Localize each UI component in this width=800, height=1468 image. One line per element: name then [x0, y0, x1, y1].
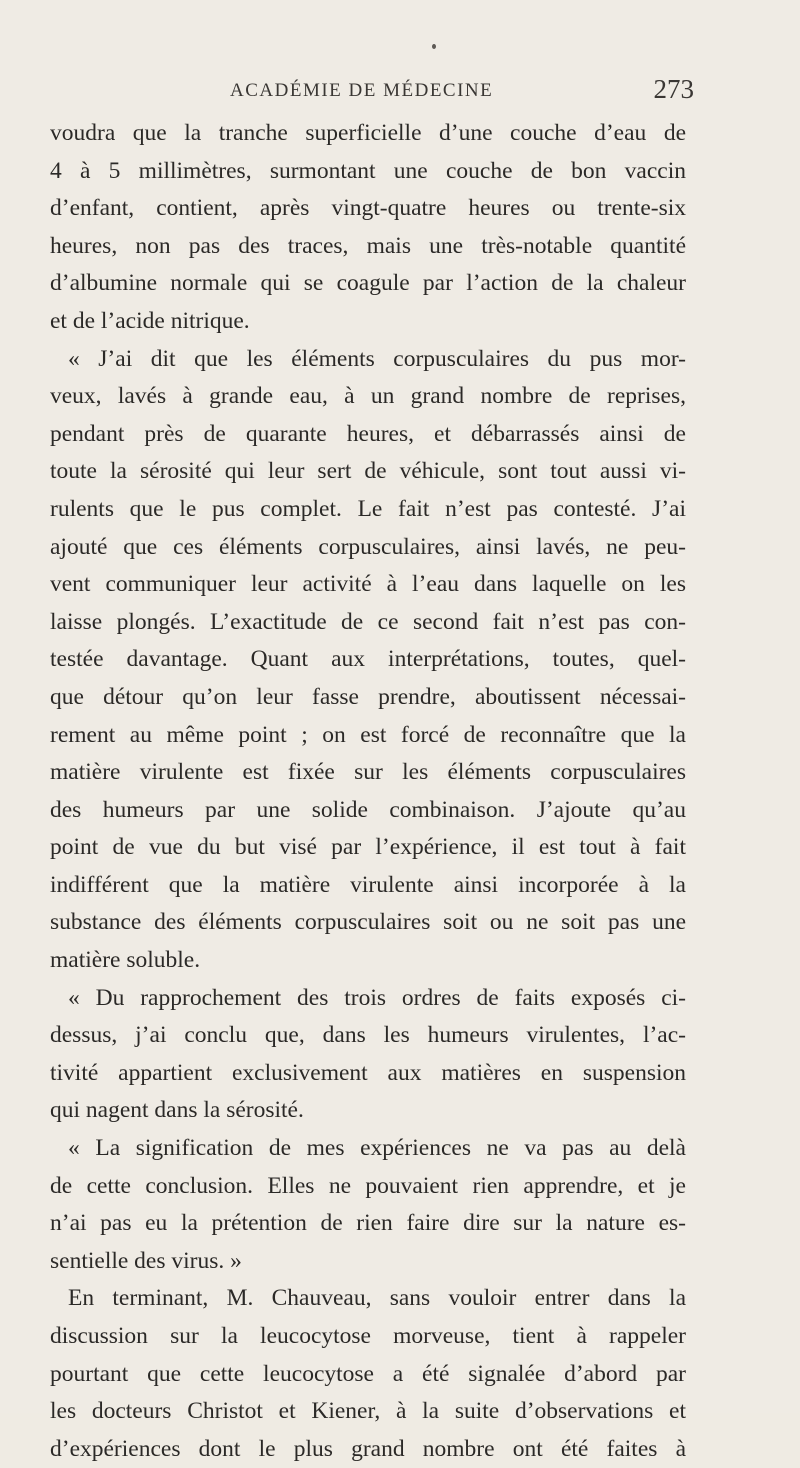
text-line: indifférent que la matière virulente ainsi incorporée à la	[50, 871, 686, 898]
text-line: testée davantage. Quant aux interprétations, toutes, quel-	[50, 646, 686, 673]
text-line: discussion sur la leucocytose morveuse, tient à rappeler	[50, 1323, 686, 1349]
text-line: 4 à 5 millimètres, surmontant une couche de bon vaccin	[50, 157, 686, 184]
text-line: heures, non pas des traces, mais une très-notable quantité	[50, 232, 686, 259]
text-line: « J’ai dit que les éléments corpusculaires du pus mor-	[68, 345, 686, 372]
text-line: dessus, j’ai conclu que, dans les humeurs virulentes, l’ac-	[50, 1022, 686, 1049]
text-line: que détour qu’on leur fasse prendre, aboutissent nécessai-	[50, 683, 686, 710]
page-number: 273	[653, 74, 694, 104]
text-line: d’albumine normale qui se coagule par l’action de la chaleur	[50, 270, 686, 297]
text-line: « Du rapprochement des trois ordres de faits exposés ci-	[68, 984, 686, 1011]
text-line: sentielle des virus. »	[50, 1247, 242, 1274]
text-line: et de l’acide nitrique.	[50, 307, 250, 334]
text-line: rulents que le pus complet. Le fait n’est pas contesté. J’ai	[50, 495, 686, 522]
text-line: rement au même point ; on est forcé de reconnaître que la	[50, 721, 686, 748]
print-speck	[432, 44, 436, 49]
text-line: matière virulente est fixée sur les éléments corpusculaires	[50, 759, 686, 786]
text-line: d’expériences dont le plus grand nombre ont été faites à	[50, 1435, 686, 1462]
text-line: de cette conclusion. Elles ne pouvaient rien apprendre, et je	[50, 1172, 686, 1199]
running-head	[96, 72, 694, 108]
text-line: d’enfant, contient, après vingt-quatre heures ou trente-six	[50, 195, 686, 222]
text-line: ajouté que ces éléments corpusculaires, ainsi lavés, ne peu-	[50, 533, 686, 560]
text-line: laisse plongés. L’exactitude de ce second fait n’est pas con-	[50, 608, 686, 635]
text-line: matière soluble.	[50, 947, 201, 974]
text-line: vent communiquer leur activité à l’eau dans laquelle on les	[50, 571, 686, 598]
body-text	[50, 115, 686, 1468]
text-line: des humeurs par une solide combinaison. J’ajoute qu’au	[50, 796, 686, 823]
text-line: pourtant que cette leucocytose a été signalée d’abord par	[50, 1360, 686, 1387]
text-line: « La signification de mes expériences ne va pas au delà	[68, 1135, 686, 1162]
text-line: tivité appartient exclusivement aux matières en suspension	[50, 1059, 686, 1086]
text-line: voudra que la tranche superficielle d’une couche d’eau de	[50, 120, 686, 146]
text-line: pendant près de quarante heures, et débarrassés ainsi de	[50, 420, 686, 447]
text-line: qui nagent dans la sérosité.	[50, 1097, 304, 1124]
text-line: n’ai pas eu la prétention de rien faire dire sur la nature es-	[50, 1210, 686, 1237]
text-line: substance des éléments corpusculaires soit ou ne soit pas une	[50, 909, 686, 936]
text-line: les docteurs Christot et Kiener, à la suite d’observations et	[50, 1398, 686, 1425]
text-line: En terminant, M. Chauveau, sans vouloir entrer dans la	[68, 1285, 686, 1312]
text-line: point de vue du but visé par l’expérience, il est tout à fait	[50, 834, 686, 861]
text-line: veux, lavés à grande eau, à un grand nombre de reprises,	[50, 383, 686, 410]
running-title: ACADÉMIE DE MÉDECINE	[230, 80, 494, 101]
text-line: toute la sérosité qui leur sert de véhicule, sont tout aussi vi-	[50, 458, 686, 485]
